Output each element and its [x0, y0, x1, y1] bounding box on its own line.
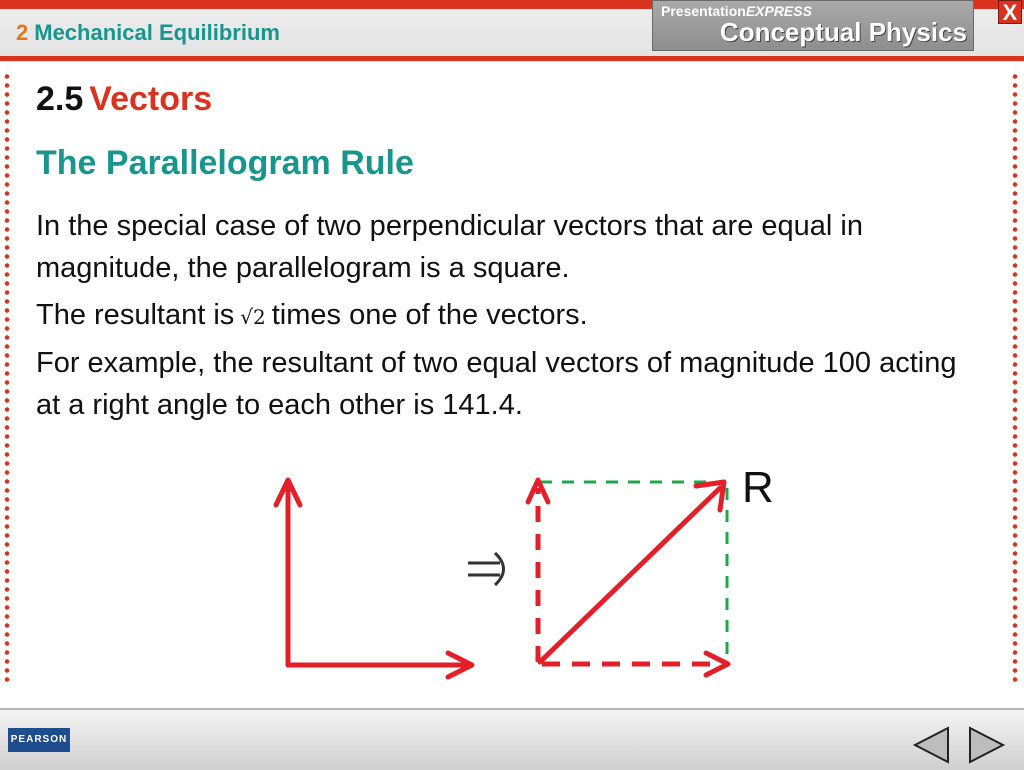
chapter-title — [16, 20, 280, 46]
header-bottom-rule — [0, 56, 1024, 61]
paragraph-2-end: times one of the vectors. — [271, 299, 588, 331]
brand-express: EXPRESS — [745, 3, 812, 19]
paragraph-2-start: The resultant is — [36, 299, 235, 331]
resultant-square — [528, 463, 774, 675]
brand-line2: Conceptual Physics — [719, 17, 967, 47]
resultant-label: R — [742, 463, 774, 512]
slide-header — [0, 0, 1024, 62]
section-heading — [36, 80, 212, 119]
resultant-vector — [540, 488, 720, 662]
pearson-logo: PEARSON — [8, 728, 70, 752]
paragraph-1: In the special case of two perpendicular vectors that are equal in magnitude, the parallelogram is a square. — [36, 210, 863, 284]
implies-symbol — [468, 553, 504, 585]
paragraph-2 — [36, 294, 986, 338]
sqrt-two-symbol: √2 — [240, 305, 266, 329]
right-triangle-icon — [970, 728, 1003, 762]
paragraph-3: For example, the resultant of two equal vectors of magnitude 100 acting at a right angle to each other is 141.4. — [36, 347, 957, 421]
brand-presentation: Presentation — [661, 3, 746, 19]
slide-footer — [0, 708, 1024, 770]
left-triangle-icon — [915, 728, 948, 762]
section-number: 2.5 — [36, 80, 84, 118]
right-dotted-border — [1012, 72, 1018, 684]
chapter-name: Mechanical Equilibrium — [34, 20, 280, 45]
next-slide-button[interactable] — [966, 726, 1006, 764]
perpendicular-vectors — [276, 480, 472, 677]
section-title: Vectors — [89, 80, 213, 118]
left-dotted-border — [4, 72, 10, 684]
parallelogram-diagram — [250, 440, 790, 690]
chapter-number: 2 — [16, 20, 29, 45]
brand-logo — [652, 0, 974, 51]
close-button[interactable]: X — [998, 0, 1022, 24]
previous-slide-button[interactable] — [912, 726, 952, 764]
slide-subtitle: The Parallelogram Rule — [36, 144, 414, 182]
